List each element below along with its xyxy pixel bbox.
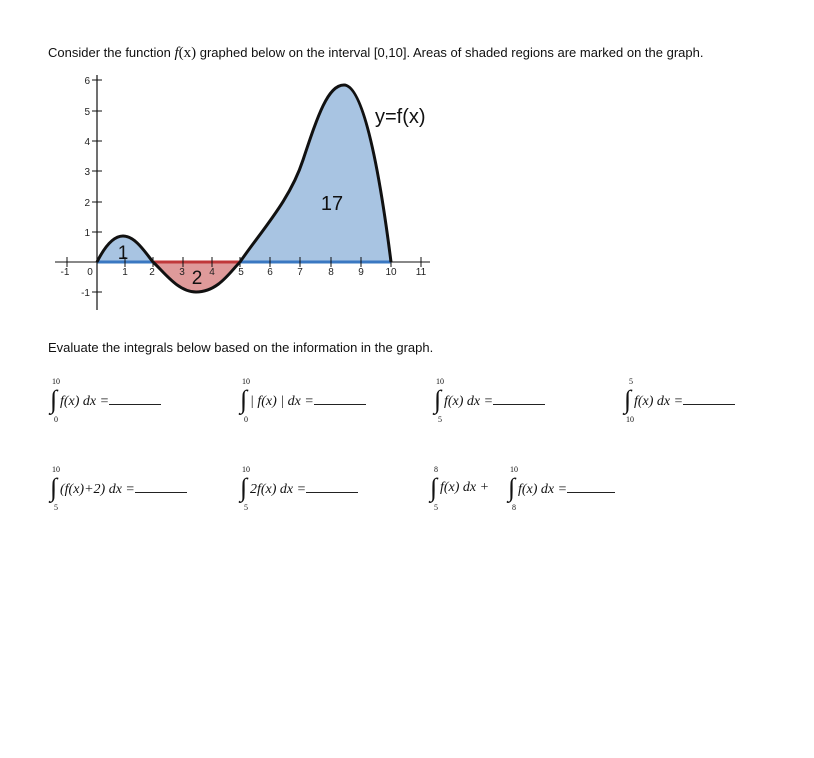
lower-limit: 0 xyxy=(244,415,248,424)
x-tick-label: 6 xyxy=(267,267,273,278)
integrand xyxy=(518,480,615,498)
upper-limit: 10 xyxy=(510,465,518,474)
y-tick-label: 2 xyxy=(84,198,90,209)
x-tick-label: 4 xyxy=(209,267,215,278)
intro-function-name: f xyxy=(174,45,179,61)
integrand xyxy=(444,392,545,410)
answer-blank[interactable] xyxy=(109,392,161,405)
upper-limit: 10 xyxy=(436,377,444,386)
y-tick-label: 4 xyxy=(84,137,90,148)
x-tick-label: 8 xyxy=(328,267,334,278)
integrand xyxy=(60,480,187,498)
y-tick-label: 1 xyxy=(84,228,90,239)
integral-sign: ∫ xyxy=(50,473,58,502)
answer-blank[interactable] xyxy=(493,392,545,405)
area-label-first: 1 xyxy=(117,243,129,264)
integral-2f xyxy=(240,465,420,517)
x-tick-label: 9 xyxy=(358,267,364,278)
integrand xyxy=(60,392,161,410)
intro-function-arg: (x) xyxy=(178,45,197,61)
upper-limit: 8 xyxy=(434,465,438,474)
lower-limit: 5 xyxy=(54,503,58,512)
upper-limit: 10 xyxy=(52,377,60,386)
x-tick-label: 5 xyxy=(238,267,244,278)
integrand-text: | f(x) | dx = xyxy=(250,394,314,409)
integrand-text: f(x) dx = xyxy=(518,482,568,497)
y-tick-label: 3 xyxy=(84,167,90,178)
integral-10-5 xyxy=(624,377,804,429)
integrand-text: f(x) dx = xyxy=(444,394,494,409)
integral-f-plus-2 xyxy=(50,465,230,517)
upper-limit: 5 xyxy=(629,377,633,386)
integral-5-10 xyxy=(434,377,614,429)
upper-limit: 10 xyxy=(52,465,60,474)
area-label-second: 2 xyxy=(191,268,203,289)
integrand-text: (f(x)+2) dx = xyxy=(60,482,135,497)
x-tick-label: 1 xyxy=(122,267,128,278)
integral-combo-second xyxy=(508,465,648,517)
integrand-text: 2f(x) dx = xyxy=(250,482,307,497)
curve-label: y=f(x) xyxy=(375,106,426,128)
x-tick-label: 10 xyxy=(385,267,397,278)
answer-blank[interactable] xyxy=(306,480,358,493)
lower-limit: 0 xyxy=(54,415,58,424)
instruction-text: Evaluate the integrals below based on the information in the graph. xyxy=(48,340,434,355)
integral-sign: ∫ xyxy=(430,473,438,502)
lower-limit: 5 xyxy=(438,415,442,424)
integrand-text: f(x) dx = xyxy=(634,394,684,409)
area-region-5-10 xyxy=(240,85,391,262)
integral-sign: ∫ xyxy=(240,385,248,414)
integral-combo-first xyxy=(430,465,514,517)
x-tick-label: 11 xyxy=(415,267,427,278)
y-tick-label: 6 xyxy=(84,76,90,87)
lower-limit: 5 xyxy=(434,503,438,512)
answer-blank[interactable] xyxy=(567,480,615,493)
x-tick-label: 0 xyxy=(87,267,93,278)
answer-blank[interactable] xyxy=(135,480,187,493)
upper-limit: 10 xyxy=(242,377,250,386)
y-tick-label: -1 xyxy=(81,288,90,299)
x-tick-label: -1 xyxy=(60,267,70,278)
integral-sign: ∫ xyxy=(50,385,58,414)
lower-limit: 10 xyxy=(626,415,634,424)
x-tick-label: 2 xyxy=(149,267,155,278)
integral-sign: ∫ xyxy=(240,473,248,502)
integral-sign: ∫ xyxy=(508,473,516,502)
integral-0-10 xyxy=(50,377,230,429)
integral-abs-0-10 xyxy=(240,377,420,429)
intro-before: Consider the function xyxy=(48,45,175,60)
lower-limit: 5 xyxy=(244,503,248,512)
answer-blank[interactable] xyxy=(314,392,366,405)
integrand xyxy=(250,480,358,498)
integrand: f(x) dx + xyxy=(440,480,490,495)
integrand xyxy=(250,392,366,410)
integrand xyxy=(634,392,735,410)
intro-after: graphed below on the interval [0,10]. Areas of shaded regions are marked on the graph. xyxy=(196,45,704,60)
x-tick-label: 3 xyxy=(179,267,185,278)
integrand-text: f(x) dx = xyxy=(60,394,110,409)
integral-sign: ∫ xyxy=(624,385,632,414)
integral-sign: ∫ xyxy=(434,385,442,414)
lower-limit: 8 xyxy=(512,503,516,512)
y-tick-label: 5 xyxy=(84,107,90,118)
area-label-third: 17 xyxy=(320,193,344,215)
x-tick-label: 7 xyxy=(297,267,303,278)
upper-limit: 10 xyxy=(242,465,250,474)
answer-blank[interactable] xyxy=(683,392,735,405)
